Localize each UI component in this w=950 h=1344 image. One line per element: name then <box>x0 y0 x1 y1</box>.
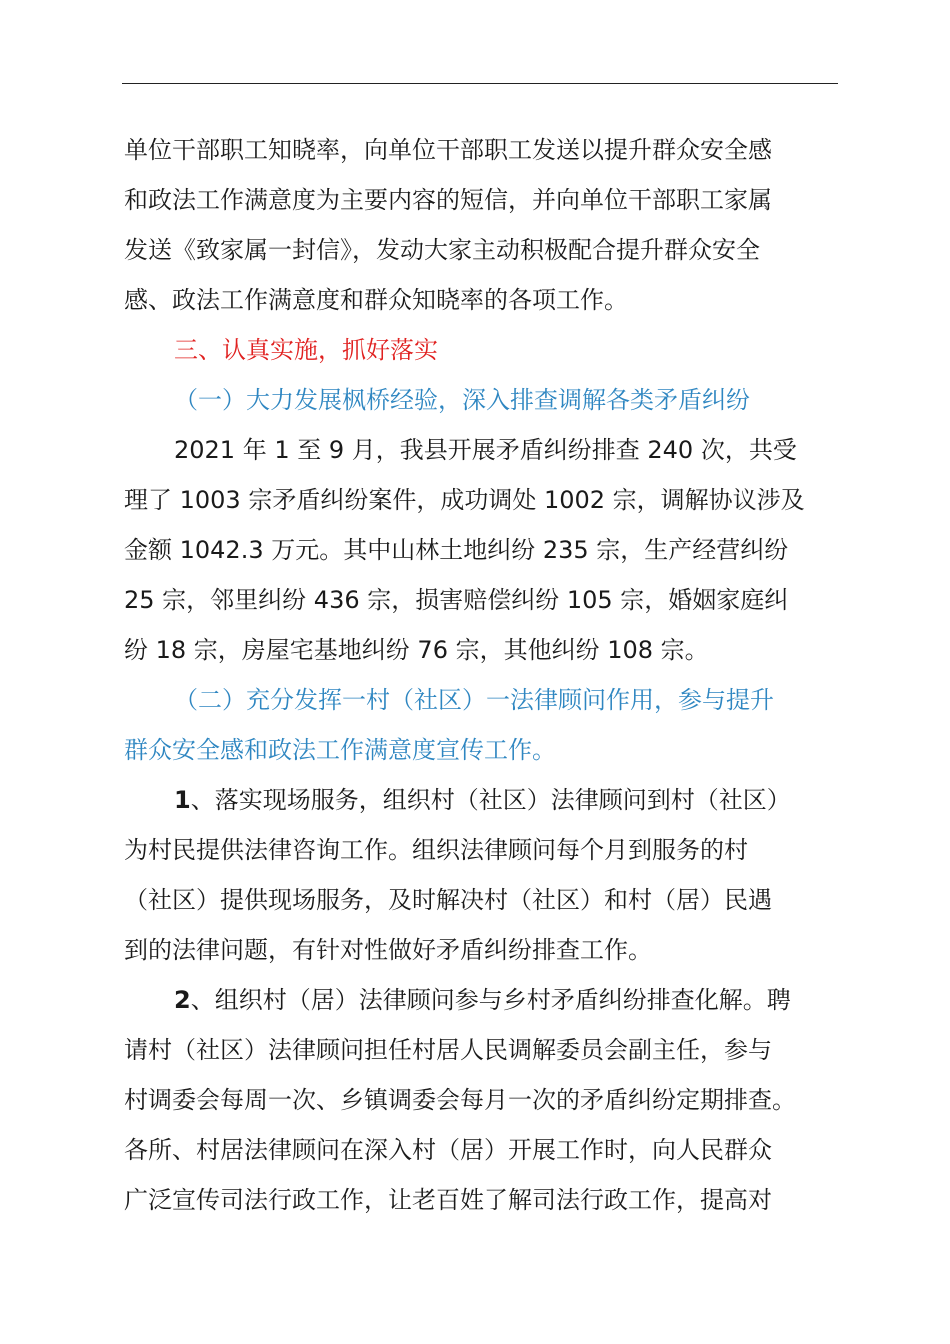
document-body <box>124 125 840 1225</box>
body-line: 到的法律问题，有针对性做好矛盾纠纷排查工作。 <box>124 936 652 964</box>
body-line: 广泛宣传司法行政工作，让老百姓了解司法行政工作，提高对 <box>124 1186 772 1214</box>
header-rule <box>122 83 838 84</box>
body-line: 金额 1042.3 万元。其中山林土地纠纷 235 宗，生产经营纠纷 <box>124 536 789 564</box>
item-number: 1 <box>174 786 191 814</box>
body-line: 感、政法工作满意度和群众知晓率的各项工作。 <box>124 286 628 314</box>
subsection-heading-1: （一）大力发展枫桥经验，深入排查调解各类矛盾纠纷 <box>174 386 750 414</box>
item-text: 、组织村（居）法律顾问参与乡村矛盾纠纷排查化解。聘 <box>190 986 791 1014</box>
item-2-first-line <box>124 975 840 1025</box>
body-line: 各所、村居法律顾问在深入村（居）开展工作时，向人民群众 <box>124 1136 772 1164</box>
body-line: 理了 1003 宗矛盾纠纷案件，成功调处 1002 宗，调解协议涉及 <box>124 486 805 514</box>
body-line: 2021 年 1 至 9 月，我县开展矛盾纠纷排查 240 次，共受 <box>174 436 797 464</box>
body-line: 发送《致家属一封信》，发动大家主动积极配合提升群众安全 <box>124 236 760 264</box>
item-text: 、落实现场服务，组织村（社区）法律顾问到村（社区） <box>190 786 791 814</box>
subsection-heading-2: （二）充分发挥一村（社区）一法律顾问作用，参与提升 <box>174 686 774 714</box>
section-heading-3: 三、认真实施，抓好落实 <box>174 336 438 364</box>
body-line: 为村民提供法律咨询工作。组织法律顾问每个月到服务的村 <box>124 836 748 864</box>
body-line: 纷 18 宗，房屋宅基地纠纷 76 宗，其他纠纷 108 宗。 <box>124 636 709 664</box>
subsection-heading-2-cont: 群众安全感和政法工作满意度宣传工作。 <box>124 736 556 764</box>
body-line: 单位干部职工知晓率，向单位干部职工发送以提升群众安全感 <box>124 136 772 164</box>
body-line: 25 宗，邻里纠纷 436 宗，损害赔偿纠纷 105 宗，婚姻家庭纠 <box>124 586 789 614</box>
item-number: 2 <box>174 986 191 1014</box>
item-1-first-line <box>124 775 840 825</box>
body-line: 村调委会每周一次、乡镇调委会每月一次的矛盾纠纷定期排查。 <box>124 1086 796 1114</box>
body-line: 请村（社区）法律顾问担任村居人民调解委员会副主任，参与 <box>124 1036 772 1064</box>
body-line: （社区）提供现场服务，及时解决村（社区）和村（居）民遇 <box>124 886 772 914</box>
body-line: 和政法工作满意度为主要内容的短信，并向单位干部职工家属 <box>124 186 772 214</box>
